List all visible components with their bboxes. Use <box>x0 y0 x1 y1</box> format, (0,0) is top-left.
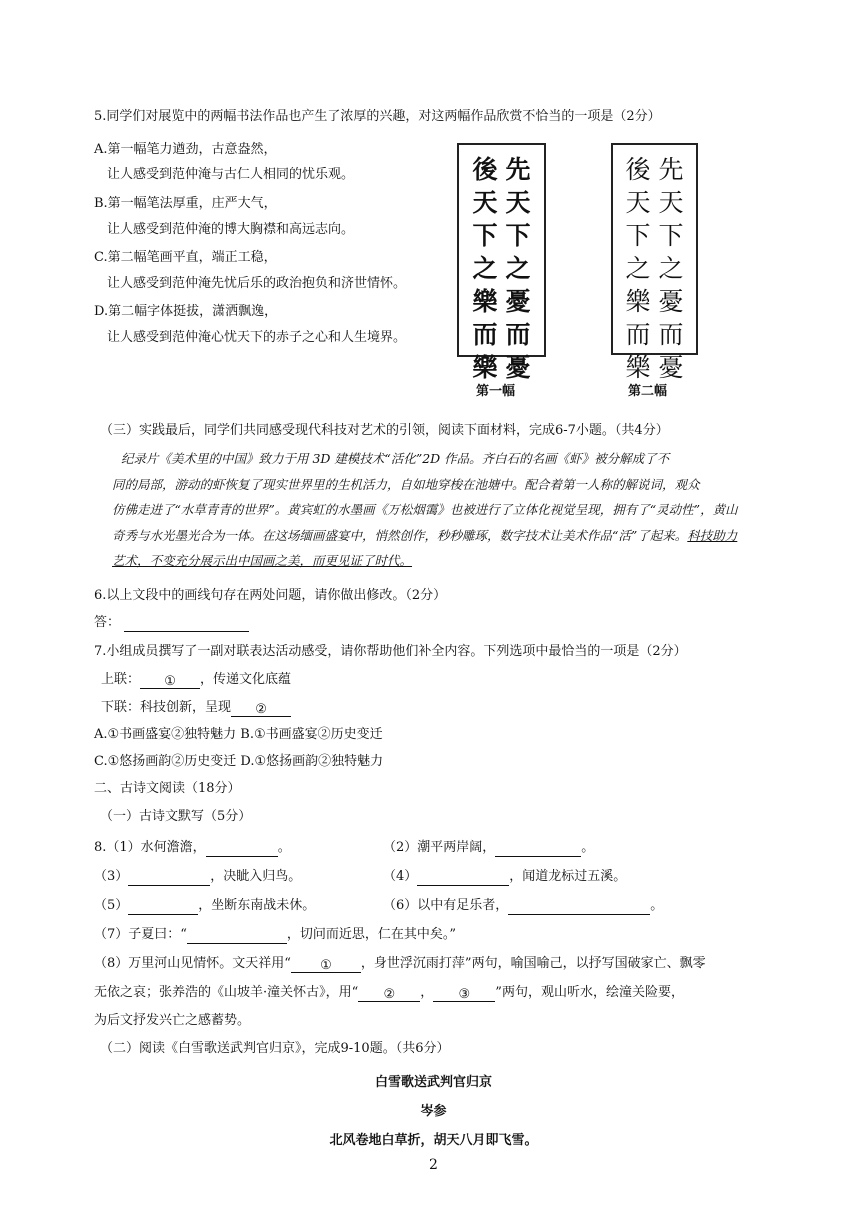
q5-option-a-detail: 让人感受到范仲淹与古仁人相同的忧乐观。 <box>107 167 355 182</box>
recite-text: ，坐断东南战未休。 <box>198 898 316 913</box>
recite-blank-7[interactable] <box>187 929 287 944</box>
recite-blank-8-3[interactable] <box>433 987 495 1002</box>
recite-text: ，切问而近思，仁在其中矣。” <box>286 927 457 942</box>
q8-item-6: （6）以中有足乐者， 。 <box>383 898 664 913</box>
q7-options-ab: A.①书画盛宴②独特魅力 B.①书画盛宴②历史变迁 <box>94 727 383 742</box>
q7-options-cd: C.①悠扬画韵②历史变迁 D.①悠扬画韵②独特魅力 <box>94 754 384 769</box>
cal-char: 而 <box>505 320 531 349</box>
cal-char: 之 <box>472 254 498 283</box>
recite-blank-8-1[interactable] <box>291 958 361 973</box>
page-number: 2 <box>429 1157 438 1173</box>
cal-char: 樂 <box>625 287 651 316</box>
calligraphy-1-column-right <box>505 153 531 382</box>
q8-item-8-line1 <box>94 956 706 973</box>
q6-stem: 6.以上文段中的画线句存在两处问题，请你做出修改。（2分） <box>94 588 447 603</box>
q5-option-c: C.第二幅笔画平直，端正工稳， <box>94 250 277 265</box>
passage-line: 仿佛走进了“水草青青的世界”。黄宾虹的水墨画《万松烟霭》也被进行了立体化视觉呈现，拥有了“灵动性”，黄山 <box>112 502 738 517</box>
poem-title: 白雪歌送武判官归京 <box>374 1075 492 1090</box>
passage-text: 奇秀与水光墨光合为一体。在这场缅画盛宴中，悄然创作，秒秒雕琢，数字技术让美术作品“活”了起来。 <box>112 527 688 543</box>
blank-marker: ① <box>320 957 332 973</box>
recite-text: （5） <box>94 898 129 913</box>
recite-text: 8.（1）水何澹澹， <box>94 840 206 855</box>
couplet-lower <box>101 700 291 717</box>
q5-option-a: A.第一幅笔力遒劲，古意盎然， <box>94 142 277 157</box>
cal-char: 先 <box>505 155 531 184</box>
q7-stem: 7.小组成员撰写了一副对联表达活动感受，请你帮助他们补全内容。下列选项中最恰当的一项是（2分） <box>94 644 687 659</box>
calligraphy-work-1 <box>457 143 546 382</box>
q5-option-c-detail: 让人感受到范仲淹先忧后乐的政治抱负和济世情怀。 <box>107 276 407 291</box>
q8-item-8-line3: 为后文抒发兴亡之感蓄势。 <box>94 1013 251 1028</box>
cal-char: 憂 <box>505 287 531 316</box>
passage-line <box>112 523 770 549</box>
blank-marker: ② <box>383 986 396 1002</box>
calligraphy-work-2 <box>611 143 698 382</box>
calligraphy-2-column-right <box>658 153 684 382</box>
cal-char: 天 <box>658 188 684 217</box>
recite-text: （3） <box>94 869 129 884</box>
cal-char: 憂 <box>658 287 684 316</box>
cal-char: 天 <box>625 188 651 217</box>
caption-first: 第一幅 <box>476 384 516 399</box>
cal-char: 而 <box>472 320 498 349</box>
part2-sub1: （一）古诗文默写（5分） <box>100 809 252 824</box>
material-passage <box>112 446 770 574</box>
blank-marker: ③ <box>458 986 471 1002</box>
q5-stem: 5.同学们对展览中的两幅书法作品也产生了浓厚的兴趣，对这两幅作品欣赏不恰当的一项是（2分） <box>94 109 661 124</box>
q5-option-d: D.第二幅字体挺拔，潇洒飘逸， <box>94 304 278 319</box>
calligraphy-2-column-left <box>625 153 651 382</box>
couplet-text: 下联：科技创新，呈现 <box>101 700 232 715</box>
couplet-upper <box>101 672 291 689</box>
cal-char: 而 <box>658 320 684 349</box>
cal-char: 先 <box>658 155 684 184</box>
recite-text: （2）潮平两岸阔， <box>383 840 496 855</box>
recite-text: ，决眦入归鸟。 <box>210 869 302 884</box>
q5-option-b-detail: 让人感受到范仲淹的博大胸襟和高远志向。 <box>107 222 355 237</box>
passage-line <box>112 548 770 574</box>
recite-blank-4[interactable] <box>417 871 509 886</box>
q8-item-7 <box>94 927 456 944</box>
cal-char: 天 <box>472 188 498 217</box>
blank-marker: ① <box>164 673 176 689</box>
cal-char: 後 <box>625 155 651 184</box>
part2-sub2: （二）阅读《白雪歌送武判官归京》，完成9-10题。（共6分） <box>100 1041 450 1056</box>
cal-char: 之 <box>625 254 651 283</box>
q8-item-5 <box>94 898 315 915</box>
q8-item-8-line2: 无依之哀；张养浩的《山坡羊·潼关怀古》，用“ ② ， ③ ”两句，观山听水，绘潼关险要， <box>94 985 684 1002</box>
poem-line-1: 北风卷地白草折，胡天八月即飞雪。 <box>329 1133 538 1148</box>
calligraphy-1-column-left <box>472 153 498 382</box>
cal-char: 下 <box>625 221 651 250</box>
recite-text: 无依之哀；张养浩的《山坡羊·潼关怀古》，用“ <box>94 985 359 1000</box>
cal-char: 之 <box>658 254 684 283</box>
blank-marker: ② <box>255 701 267 717</box>
recite-text: （8）万里河山见情怀。文天祥用“ <box>94 956 291 971</box>
cal-char: 下 <box>472 221 498 250</box>
recite-blank-5[interactable] <box>128 900 198 915</box>
recite-blank-3[interactable] <box>128 871 210 886</box>
cal-char: 之 <box>505 254 531 283</box>
passage-line: 同的局部，游动的虾恢复了现实世界里的生机活力，自如地穿梭在池塘中。配合着第一人称的解说词，观众 <box>112 476 700 492</box>
couplet-blank-1[interactable] <box>140 674 200 689</box>
q8-item-2: （2）潮平两岸阔， 。 <box>383 840 595 855</box>
recite-text: ，闻道龙标过五溪。 <box>509 869 627 884</box>
q8-item-1: 8.（1）水何澹澹， 。 <box>94 840 291 855</box>
q5-option-b: B.第一幅笔法厚重，庄严大气， <box>94 196 277 211</box>
q8-item-3 <box>94 869 301 886</box>
recite-blank-2[interactable] <box>495 842 581 857</box>
recite-text: （7）子夏曰：“ <box>94 927 187 942</box>
answer-label: 答： <box>94 615 121 630</box>
q8-item-4 <box>383 869 626 886</box>
underlined-sentence: 艺术，不变充分展示出中国画之美，而更见证了时代。 <box>112 553 413 568</box>
cal-char: 樂 <box>472 287 498 316</box>
recite-blank-1[interactable] <box>206 842 278 857</box>
cal-char: 下 <box>658 221 684 250</box>
cal-char: 樂 <box>625 353 651 382</box>
q6-answer <box>94 615 249 632</box>
recite-blank-8-2[interactable] <box>358 987 420 1002</box>
q6-answer-blank[interactable] <box>124 617 249 632</box>
recite-text: （4） <box>383 869 418 884</box>
cal-char: 後 <box>472 155 498 184</box>
couplet-blank-2[interactable] <box>231 702 291 717</box>
cal-char: 天 <box>505 188 531 217</box>
recite-text: ，身世浮沉雨打萍”两句，喻国喻己，以抒写国破家亡、飘零 <box>360 956 706 971</box>
cal-char: 憂 <box>505 353 531 382</box>
cal-char: 而 <box>625 320 651 349</box>
part2-heading: 二、古诗文阅读（18分） <box>94 781 241 796</box>
caption-second: 第二幅 <box>628 384 668 399</box>
passage-line: 纪录片《美术里的中国》致力于用 3D 建模技术“活化”2D 作品。齐白石的名画《虾》被分解成了不 <box>121 451 670 466</box>
q5-option-d-detail: 让人感受到范仲淹心忧天下的赤子之心和人生境界。 <box>107 330 407 345</box>
recite-blank-6[interactable] <box>508 900 650 915</box>
poem-author: 岑参 <box>420 1104 447 1119</box>
recite-text: （6）以中有足乐者， <box>383 898 509 913</box>
cal-char: 樂 <box>472 353 498 382</box>
recite-text: ”两句，观山听水，绘潼关险要， <box>495 985 684 1000</box>
couplet-text: ，传递文化底蕴 <box>200 672 292 687</box>
cal-char: 下 <box>505 221 531 250</box>
underlined-sentence: 科技助力 <box>687 527 738 543</box>
section3-heading: （三）实践最后，同学们共同感受现代科技对艺术的引领，阅读下面材料，完成6-7小题。（共4分） <box>100 423 669 438</box>
cal-char: 憂 <box>658 353 684 382</box>
couplet-label: 上联： <box>101 672 141 687</box>
